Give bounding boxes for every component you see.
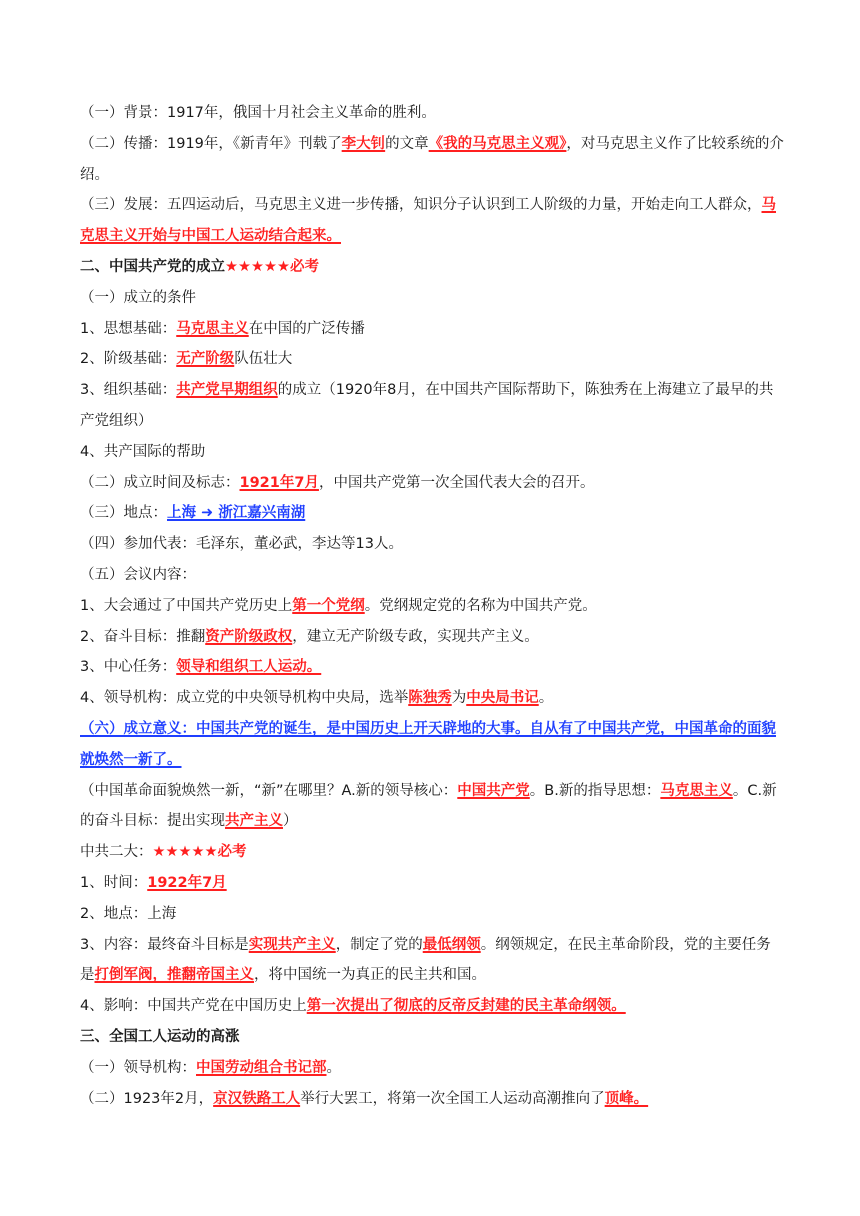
founding-place-label: （三）地点： — [80, 505, 167, 522]
second-congress-time-label: 1、时间： — [80, 874, 148, 891]
spread-paragraph — [80, 129, 784, 191]
meeting-content-title — [80, 560, 784, 591]
significance-paragraph — [80, 714, 784, 776]
condition-2 — [80, 344, 784, 375]
spread-text-suffix: ，对马克思主义作了比较系统的介绍。 — [80, 135, 784, 183]
content-4-text: 4、领导机构：成立党的中央领导机构中央局，选举 — [80, 690, 409, 707]
development-paragraph — [80, 190, 784, 252]
condition-3-suffix: 的成立（1920年8月，在中国共产国际帮助下，陈独秀在上海建立了最早的共产党组织） — [80, 382, 774, 429]
highlight-marxism: 马克思主义 — [176, 320, 249, 337]
new-aspects-mid-2: 。C.新的奋斗目标：提出实现 — [80, 782, 777, 830]
condition-4-text: 4、共产国际的帮助 — [80, 443, 206, 460]
highlight-proletariat: 无产阶级 — [176, 351, 235, 368]
condition-1 — [80, 314, 784, 345]
significance-text: （六）成立意义：中国共产党的诞生，是中国历史上开天辟地的大事。自从有了中国共产党，中国革命的面貌就焕然一新了。 — [80, 720, 776, 768]
new-aspects-suffix: ） — [283, 813, 298, 830]
document-page — [80, 98, 784, 1114]
background-text: （一）背景：1917年，俄国十月社会主义革命的胜利。 — [80, 105, 436, 121]
second-congress-content-mid-2: 。纲领规定，在民主革命阶段，党的主要任务是 — [80, 936, 771, 984]
spread-text-mid: 的文章 — [385, 135, 429, 152]
second-congress-time — [80, 868, 784, 899]
content-2-text: 2、奋斗目标：推翻 — [80, 628, 206, 645]
content-3-text: 3、中心任务： — [80, 659, 177, 676]
highlight-shanghai-jiaxing: 上海 ➜ 浙江嘉兴南湖 — [167, 505, 306, 522]
new-aspects-paragraph — [80, 776, 784, 838]
background-paragraph — [80, 98, 784, 129]
highlight-peak: 顶峰。 — [604, 1090, 649, 1107]
representatives — [80, 529, 784, 560]
content-2-suffix: ，建立无产阶级专政，实现共产主义。 — [292, 628, 539, 645]
highlight-1921-july: 1921年7月 — [239, 474, 319, 491]
highlight-labor-secretariat: 中国劳动组合书记部 — [196, 1059, 327, 1076]
second-congress-place — [80, 899, 784, 930]
founding-time-label: （二）成立时间及标志： — [80, 474, 240, 491]
labor-org — [80, 1053, 784, 1084]
condition-4 — [80, 437, 784, 468]
founding-place — [80, 498, 784, 529]
second-congress-heading — [80, 837, 784, 868]
highlight-article-title: 《我的马克思主义观》 — [428, 135, 567, 152]
section-heading-founding — [80, 252, 784, 283]
content-4-mid: 为 — [451, 690, 467, 707]
content-2 — [80, 622, 784, 653]
second-congress-content-suffix: ，将中国统一为真正的民主共和国。 — [254, 967, 486, 984]
highlight-marxism-guide: 马克思主义 — [660, 782, 733, 799]
content-1 — [80, 591, 784, 622]
development-text: （三）发展：五四运动后，马克思主义进一步传播，知识分子认识到工人阶级的力量，开始走向工人群众， — [80, 197, 762, 214]
representatives-text: （四）参加代表：毛泽东，董必武，李达等13人。 — [80, 536, 403, 553]
heading-text: 二、中国共产党的成立 — [80, 258, 225, 275]
labor-heading-text: 三、全国工人运动的高涨 — [80, 1028, 240, 1045]
highlight-bourgeois-regime: 资产阶级政权 — [205, 628, 293, 645]
second-congress-heading-text: 中共二大： — [80, 844, 153, 861]
content-1-suffix: 。党纲规定党的名称为中国共产党。 — [364, 597, 597, 614]
highlight-overthrow-warlords: 打倒军阀，推翻帝国主义 — [94, 967, 254, 984]
condition-2-suffix: 队伍壮大 — [234, 351, 293, 368]
founding-time — [80, 468, 784, 499]
highlight-democratic-program: 第一次提出了彻底的反帝反封建的民主革命纲领。 — [306, 998, 626, 1015]
content-4-suffix: 。 — [538, 690, 554, 707]
content-4 — [80, 683, 784, 714]
second-congress-impact — [80, 991, 784, 1022]
railway-strike-text: （二）1923年2月， — [80, 1090, 214, 1107]
content-3 — [80, 652, 784, 683]
highlight-minimum-program: 最低纲领 — [422, 936, 481, 953]
condition-1-label: 1、思想基础： — [80, 320, 177, 337]
meeting-content-title-text: （五）会议内容： — [80, 566, 196, 583]
highlight-marxism-combined: 马克思主义开始与中国工人运动结合起来。 — [80, 197, 776, 245]
new-aspects-text: （中国革命面貌焕然一新，“新”在哪里？A.新的领导核心： — [80, 782, 458, 799]
content-1-text: 1、大会通过了中国共产党历史上 — [80, 597, 293, 614]
second-congress-impact-text: 4、影响：中国共产党在中国历史上 — [80, 998, 307, 1015]
second-congress-content-mid-1: ，制定了党的 — [335, 936, 423, 953]
highlight-labor-movement: 领导和组织工人运动。 — [176, 659, 322, 676]
second-congress-content — [80, 930, 784, 992]
highlight-first-program: 第一个党纲 — [292, 597, 365, 614]
labor-org-label: （一）领导机构： — [80, 1059, 196, 1076]
must-test-stars-2: ★★★★★必考 — [152, 844, 247, 861]
section-heading-labor — [80, 1022, 784, 1053]
labor-org-suffix: 。 — [326, 1059, 341, 1076]
highlight-early-party-org: 共产党早期组织 — [176, 382, 278, 399]
highlight-1922-july: 1922年7月 — [147, 874, 227, 891]
railway-strike — [80, 1084, 784, 1115]
new-aspects-mid-1: 。B.新的指导思想： — [529, 782, 661, 799]
railway-strike-mid: 举行大罢工，将第一次全国工人运动高潮推向了 — [300, 1090, 605, 1107]
conditions-title-text: （一）成立的条件 — [80, 289, 196, 306]
condition-1-suffix: 在中国的广泛传播 — [248, 320, 365, 337]
highlight-chen-duxiu: 陈独秀 — [408, 690, 452, 707]
highlight-ccp: 中国共产党 — [457, 782, 530, 799]
condition-3 — [80, 375, 784, 437]
second-congress-place-text: 2、地点：上海 — [80, 905, 177, 922]
spread-text: （二）传播：1919年，《新青年》刊载了 — [80, 135, 342, 152]
condition-2-label: 2、阶级基础： — [80, 351, 177, 368]
condition-3-label: 3、组织基础： — [80, 382, 177, 399]
second-congress-content-text: 3、内容：最终奋斗目标是 — [80, 936, 249, 953]
highlight-realize-communism: 实现共产主义 — [248, 936, 336, 953]
founding-time-suffix: ，中国共产党第一次全国代表大会的召开。 — [318, 474, 595, 491]
conditions-title — [80, 283, 784, 314]
must-test-stars: ★★★★★必考 — [225, 258, 319, 275]
highlight-li-dazhao: 李大钊 — [341, 135, 386, 152]
highlight-central-secretary: 中央局书记 — [466, 690, 539, 707]
highlight-jinghan-workers: 京汉铁路工人 — [213, 1090, 301, 1107]
highlight-communism: 共产主义 — [225, 813, 283, 830]
